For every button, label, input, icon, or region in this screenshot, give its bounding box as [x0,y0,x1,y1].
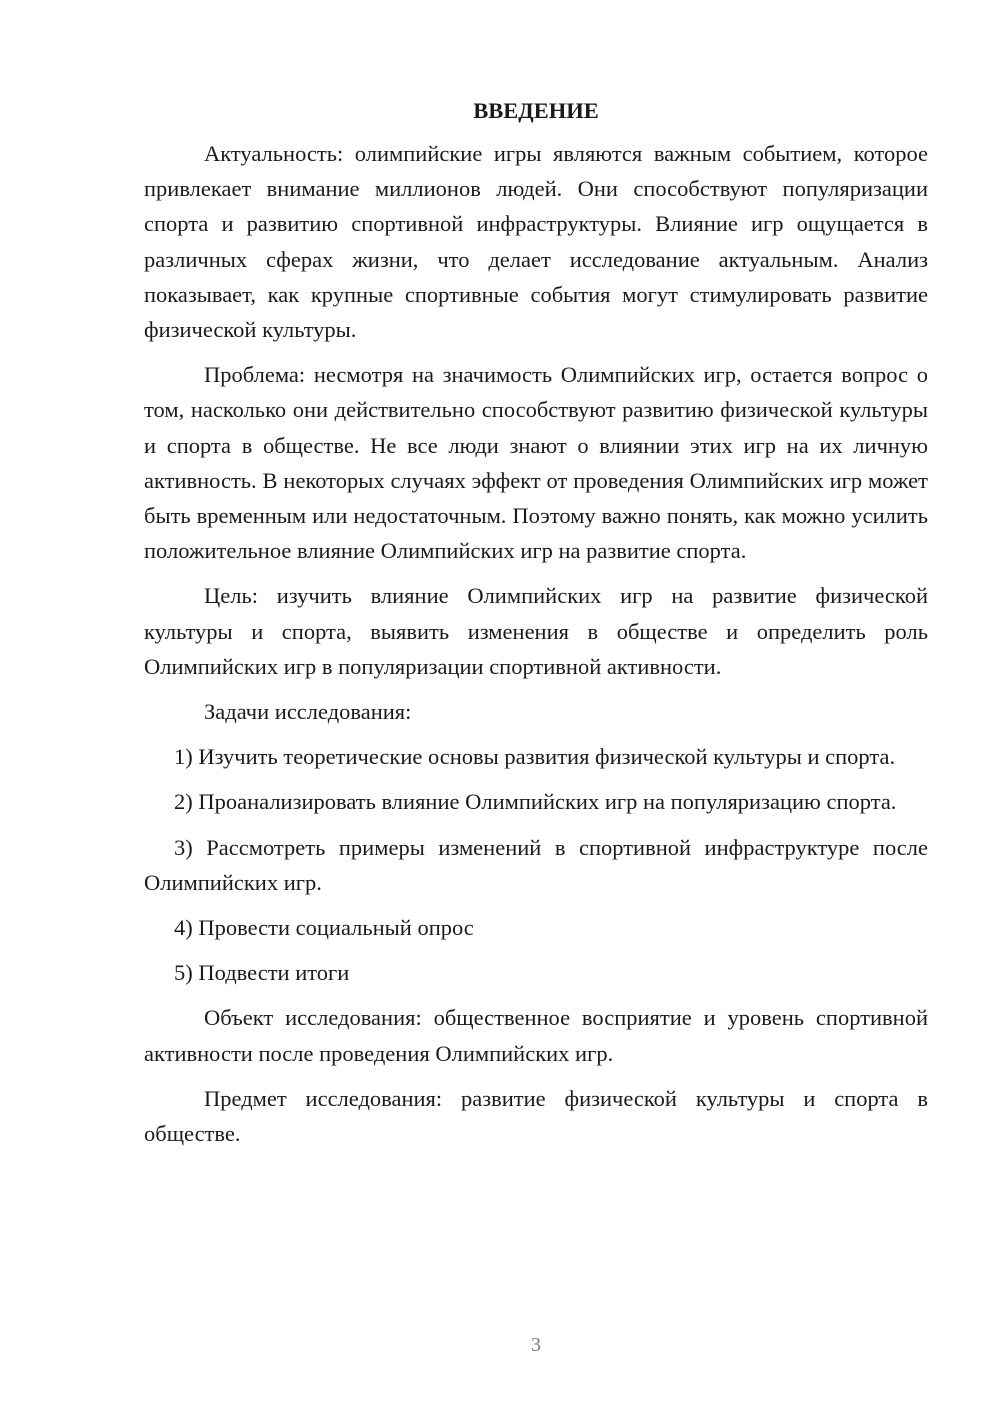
tasks-heading: Задачи исследования: [204,699,412,725]
task-item-1: 1) Изучить теоретические основы развития физической культуры и спорта. [174,744,896,770]
relevance-paragraph: Актуальность: олимпийские игры являются важным событием, которое привлекает внимание миллионов людей. Они способствуют популяризации спорта и развитию спортивной инфраструктуры. Влияние игр ощущается в различных сферах жизни, что делает исследование актуальным. Анализ показывает, как крупные спортивные события могут стимулировать развитие физической культуры. [144,141,928,343]
page-number: 3 [531,1334,541,1356]
page-title: ВВЕДЕНИЕ [473,98,599,123]
task-item-5: 5) Подвести итоги [174,960,350,986]
tasks-list [144,739,928,990]
goal-paragraph: Цель: изучить влияние Олимпийских игр на развитие физической культуры и спорта, выявить изменения в обществе и определить роль Олимпийских игр в популяризации спортивной активности. [144,583,928,679]
problem-paragraph: Проблема: несмотря на значимость Олимпийских игр, остается вопрос о том, насколько они действительно способствуют развитию физической культуры и спорта в обществе. Не все люди знают о влиянии этих игр на их личную активность. В некоторых случаях эффект от проведения Олимпийских игр может быть временным или недостаточным. Поэтому важно понять, как можно усилить положительное влияние Олимпийских игр на развитие спорта. [144,362,928,564]
task-item-4: 4) Провести социальный опрос [174,915,474,941]
task-item-2: 2) Проанализировать влияние Олимпийских игр на популяризацию спорта. [174,789,897,815]
object-paragraph: Объект исследования: общественное восприятие и уровень спортивной активности после проведения Олимпийских игр. [144,1005,928,1066]
task-item-3: 3) Рассмотреть примеры изменений в спортивной инфраструктуре после Олимпийских игр. [144,834,928,895]
document-page [144,96,928,1161]
subject-paragraph: Предмет исследования: развитие физической культуры и спорта в обществе. [144,1085,928,1147]
